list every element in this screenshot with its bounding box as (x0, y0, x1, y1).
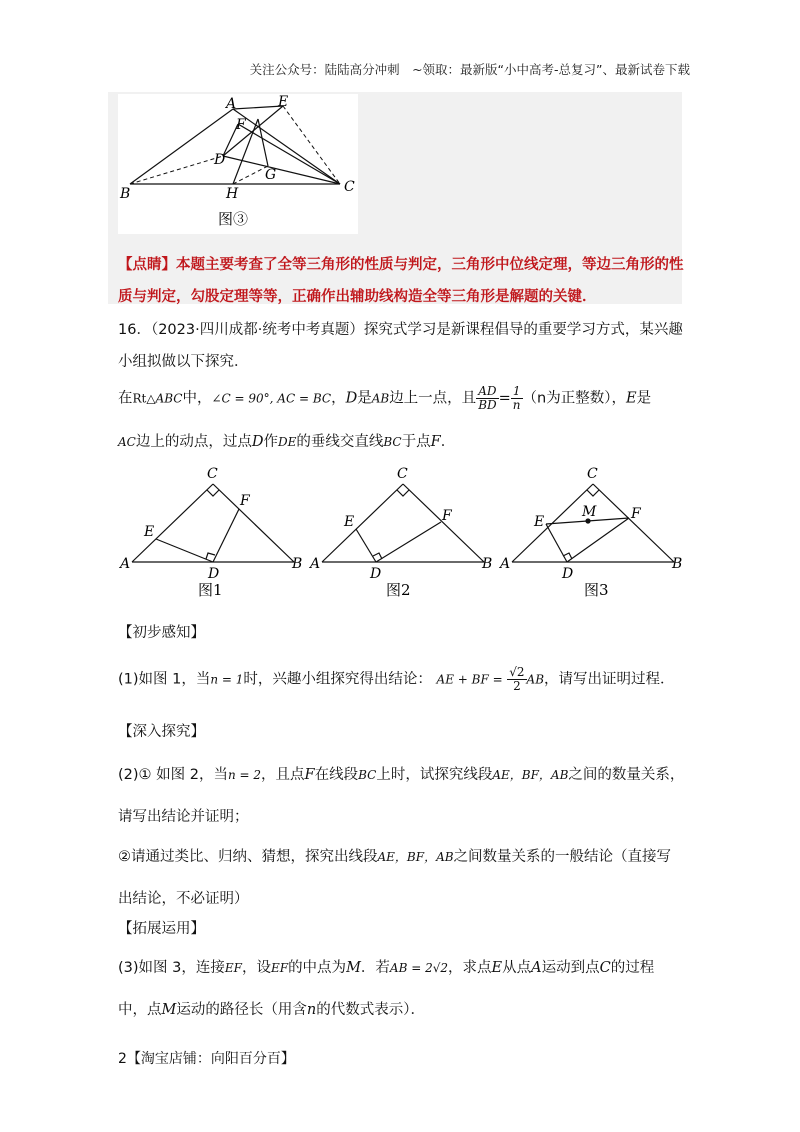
fig1-caption: 图1 (198, 581, 223, 599)
figure-caption: 图③ (218, 210, 249, 228)
fig2-label-B: B (482, 556, 493, 572)
fig1-label-D: D (208, 566, 220, 582)
fig3-label-B: B (672, 556, 683, 572)
question-1: (1)如图 1，当n = 1时，兴趣小组探究得出结论： AE + BF = $\frac{√2}{2}$ AB，请写出证明过程． (118, 665, 675, 693)
label-A: A (226, 96, 237, 112)
fig1-label-E: E (144, 524, 155, 540)
fig2-label-F: F (442, 508, 452, 524)
fig1-label-C: C (207, 466, 218, 482)
page-header: 关注公众号：陆陆高分冲刺 ~领取：最新版“小中高考-总复习”、最新试卷下载 (249, 62, 690, 77)
problem-condition-line-2: AC边上的动点，过点D作DE的垂线交直线BC于点F． (118, 434, 456, 450)
fig2-label-A: A (310, 556, 321, 572)
fig3-label-C: C (587, 466, 598, 482)
figure-1 (118, 462, 310, 602)
label-G: G (265, 167, 277, 183)
label-B: B (120, 186, 131, 202)
fig1-label-B: B (292, 556, 303, 572)
question-2-1: (2)① 如图 2，当n = 2，且点F在线段BC上时，试探究线段AE，BF，AB之间的数量关系， (118, 767, 685, 783)
fig3-label-F: F (631, 506, 641, 522)
fig2-label-C: C (397, 466, 408, 482)
page-footer: 2【淘宝店铺：向阳百分百】 (118, 1051, 295, 1067)
question-2-1-line-2: 请写出结论并证明； (118, 809, 249, 825)
question-2-2: ②请通过类比、归纳、猜想，探究出线段AE，BF，AB之间数量关系的一般结论（直接写 (118, 849, 672, 865)
question-3: (3)如图 3，连接EF，设EF的中点为M．若AB = 2√2，求点E从点A运动到点C的过程 (118, 960, 655, 976)
question-3-line-2: 中，点M运动的路径长（用含n的代数式表示）． (118, 1002, 425, 1018)
question-2-2-line-2: 出结论，不必证明） (118, 891, 249, 907)
fig3-label-M: M (582, 504, 597, 520)
fig1-label-F: F (240, 493, 250, 509)
section-extended-application: 【拓展运用】 (118, 921, 205, 937)
label-F: F (236, 117, 246, 133)
figure-3 (498, 462, 690, 602)
fig3-label-D: D (562, 566, 574, 582)
label-H: H (226, 186, 239, 202)
fig3-caption: 图3 (584, 581, 609, 599)
problem-intro-1: 16．（2023·四川成都·统考中考真题）探究式学习是新课程倡导的重要学习方式，某兴趣 (118, 322, 683, 338)
problem-intro-2: 小组拟做以下探究． (118, 354, 249, 370)
figure-2 (308, 462, 500, 602)
section-deep-exploration: 【深入探究】 (118, 724, 205, 740)
comment-line-1: 【点睛】本题主要考查了全等三角形的性质与判定，三角形中位线定理，等边三角形的性 (118, 257, 684, 273)
fig2-label-E: E (344, 514, 355, 530)
problem-condition-line: 在Rt△ABC中，∠C = 90°, AC = BC，D是AB边上一点，且 $\frac{AD}{BD}$ = $\frac{1}{n}$ （n为正整数），E是 (118, 384, 652, 412)
fig2-label-D: D (370, 566, 382, 582)
label-C: C (344, 179, 355, 195)
fig3-label-A: A (500, 556, 511, 572)
section-initial-perception: 【初步感知】 (118, 625, 205, 641)
fig3-label-E: E (534, 514, 545, 530)
label-E: E (278, 94, 289, 110)
fig2-caption: 图2 (386, 581, 411, 599)
label-D: D (214, 152, 226, 168)
comment-line-2: 质与判定，勾股定理等等，正确作出辅助线构造全等三角形是解题的关键． (118, 289, 597, 305)
figure-3-circled (118, 94, 358, 234)
fig1-label-A: A (120, 556, 131, 572)
